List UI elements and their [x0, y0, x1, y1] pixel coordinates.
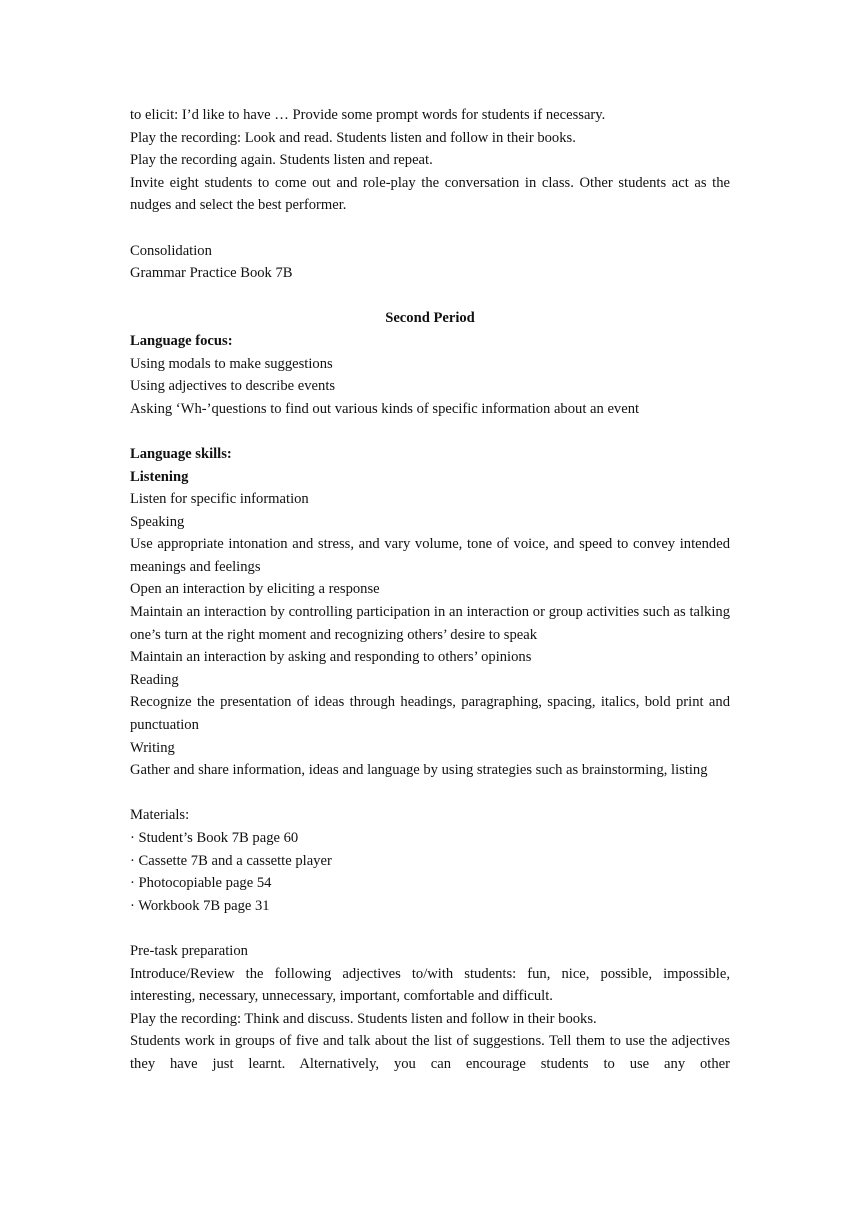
language-skills-heading: Language skills:: [130, 445, 232, 462]
intro-line-1: to elicit: I’d like to have … Provide some prompt words for students if necessary.: [130, 107, 606, 123]
consolidation-heading: Consolidation: [130, 242, 212, 259]
language-focus-heading: Language focus:: [130, 332, 233, 349]
language-focus-item: Asking ‘Wh-’questions to find out various kinds of specific information about an event: [130, 400, 640, 417]
spacer: [130, 917, 730, 940]
spacer: [130, 217, 730, 240]
intro-line-4: Invite eight students to come out and role-play the conversation in class. Other students act as the nudges and select the best performer.: [130, 174, 730, 214]
materials-heading: Materials:: [130, 807, 190, 824]
materials-item: · Cassette 7B and a cassette player: [130, 852, 332, 869]
speaking-item: Open an interaction by eliciting a response: [130, 581, 380, 598]
speaking-item: Use appropriate intonation and stress, and vary volume, tone of voice, and speed to convey intended meanings and feelings: [130, 536, 730, 575]
materials-item: · Student’s Book 7B page 60: [130, 830, 299, 846]
second-period-title: Second Period: [385, 310, 475, 327]
materials-item: · Workbook 7B page 31: [130, 897, 270, 914]
writing-item: Gather and share information, ideas and language by using strategies such as brainstorming, listing: [130, 762, 708, 779]
intro-line-3: Play the recording again. Students listen and repeat.: [130, 152, 433, 169]
pre-task-item: Play the recording: Think and discuss. Students listen and follow in their books.: [130, 1010, 597, 1027]
reading-heading: Reading: [130, 671, 179, 688]
listening-heading: Listening: [130, 468, 189, 485]
reading-item: Recognize the presentation of ideas through headings, paragraphing, spacing, italics, bold print and punctuation: [130, 694, 730, 734]
intro-line-2: Play the recording: Look and read. Students listen and follow in their books.: [130, 129, 576, 146]
speaking-item: Maintain an interaction by asking and responding to others’ opinions: [130, 649, 532, 666]
spacer: [130, 782, 730, 805]
speaking-heading: Speaking: [130, 513, 185, 530]
pre-task-item: Introduce/Review the following adjectives to/with students: fun, nice, possible, impossible, interesting, necessary, unnecessary, important, comfortable and difficult.: [130, 965, 730, 1005]
consolidation-item: Grammar Practice Book 7B: [130, 265, 293, 282]
listening-item: Listen for specific information: [130, 491, 309, 508]
language-focus-item: Using adjectives to describe events: [130, 378, 336, 395]
materials-item: · Photocopiable page 54: [130, 875, 272, 892]
pre-task-item: Students work in groups of five and talk about the list of suggestions. Tell them to use the adjectives they have just learnt. Alternatively, you can encourage students to use any other: [130, 1033, 730, 1072]
writing-heading: Writing: [130, 739, 175, 756]
language-focus-item: Using modals to make suggestions: [130, 355, 333, 372]
document-page: [130, 104, 730, 1076]
speaking-item: Maintain an interaction by controlling participation in an interaction or group activities such as talking one’s turn at the right moment and recognizing others’ desire to speak: [130, 604, 730, 643]
spacer: [130, 285, 730, 308]
spacer: [130, 420, 730, 443]
pre-task-heading: Pre-task preparation: [130, 942, 248, 959]
